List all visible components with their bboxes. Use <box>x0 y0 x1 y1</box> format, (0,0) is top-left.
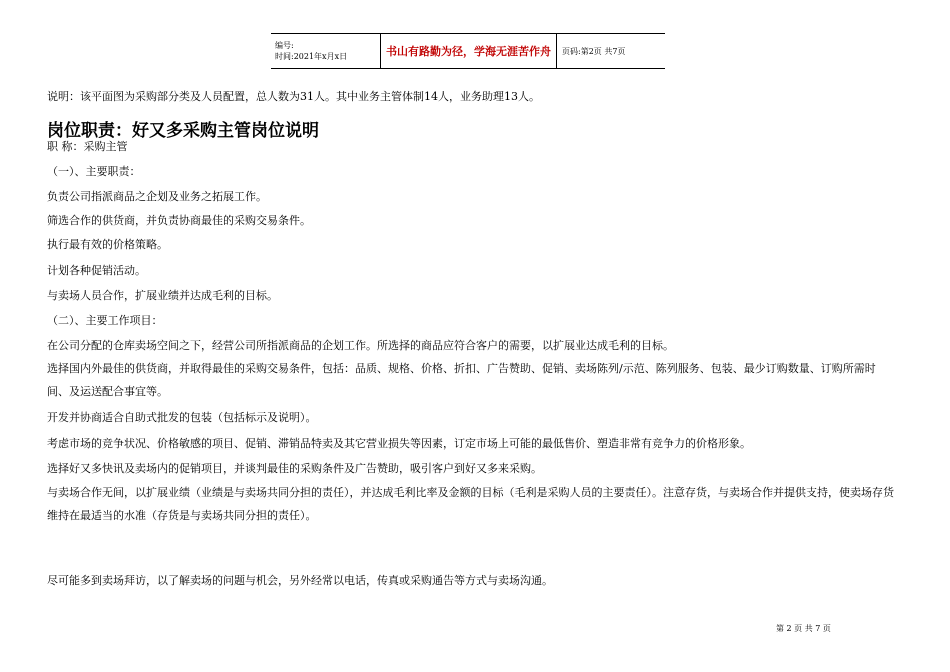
work-item: 开发并协商适合自助式批发的包装（包括标示及说明）。 <box>47 411 317 424</box>
page-footer: 第 2 页 共 7 页 <box>776 624 831 633</box>
header-code-label: 编号: <box>275 41 294 50</box>
work-item: 选择好又多快讯及卖场内的促销项目，并谈判最佳的采购条件及广告赞助，吸引客户到好又多来采购。 <box>47 462 542 475</box>
work-item: 与卖场合作无间，以扩展业绩（业绩是与卖场共同分担的责任），并达成毛利比率及金额的目标（毛利是采购人员的主要责任）。注意存货，与卖场合作并提供支持，使卖场存货维持在最适当的水准（存货是与卖场共同分担的责任）。 <box>47 486 894 522</box>
work-item: 在公司分配的仓库卖场空间之下，经营公司所指派商品的企划工作。所选择的商品应符合客户的需要，以扩展业达成毛利的目标。 <box>47 339 674 352</box>
note-paragraph: 说明：该平面图为采购部分类及人员配置，总人数为31人。其中业务主管体制14人，业务助理13人。 <box>47 90 540 103</box>
job-title: 职 称：采购主管 <box>47 140 128 153</box>
header-time-label: 时间:2021年x月x日 <box>275 52 348 61</box>
page-header <box>271 33 665 69</box>
section-1-title: （一）、主要职责： <box>47 165 141 178</box>
header-page-label: 页码:第2页 共7页 <box>562 46 626 56</box>
work-item: 选择国内外最佳的供货商，并取得最佳的采购交易条件，包括：品质、规格、价格、折扣、广告赞助、促销、卖场陈列/示范、陈列服务、包装、最少订购数量、订购所需时间、及运送配合事宜等。 <box>47 362 876 398</box>
header-motto: 书山有路勤为径，学海无涯苦作舟 <box>380 34 557 68</box>
duty-item: 负责公司指派商品之企划及业务之拓展工作。 <box>47 190 267 203</box>
document-heading: 岗位职责：好又多采购主管岗位说明 <box>47 121 319 141</box>
duty-item: 与卖场人员合作，扩展业绩并达成毛利的目标。 <box>47 289 278 302</box>
section-2-title: （二）、主要工作项目： <box>47 314 163 327</box>
duty-item: 筛选合作的供货商，并负责协商最佳的采购交易条件。 <box>47 214 311 227</box>
duty-item: 计划各种促销活动。 <box>47 264 146 277</box>
duty-item: 执行最有效的价格策略。 <box>47 238 168 251</box>
work-item: 尽可能多到卖场拜访，以了解卖场的问题与机会，另外经常以电话，传真或采购通告等方式与卖场沟通。 <box>47 574 553 587</box>
header-left-cell <box>271 34 380 68</box>
work-item: 考虑市场的竞争状况、价格敏感的项目、促销、滞销品特卖及其它营业损失等因素，订定市场上可能的最低售价、塑造非常有竞争力的价格形象。 <box>47 437 751 450</box>
